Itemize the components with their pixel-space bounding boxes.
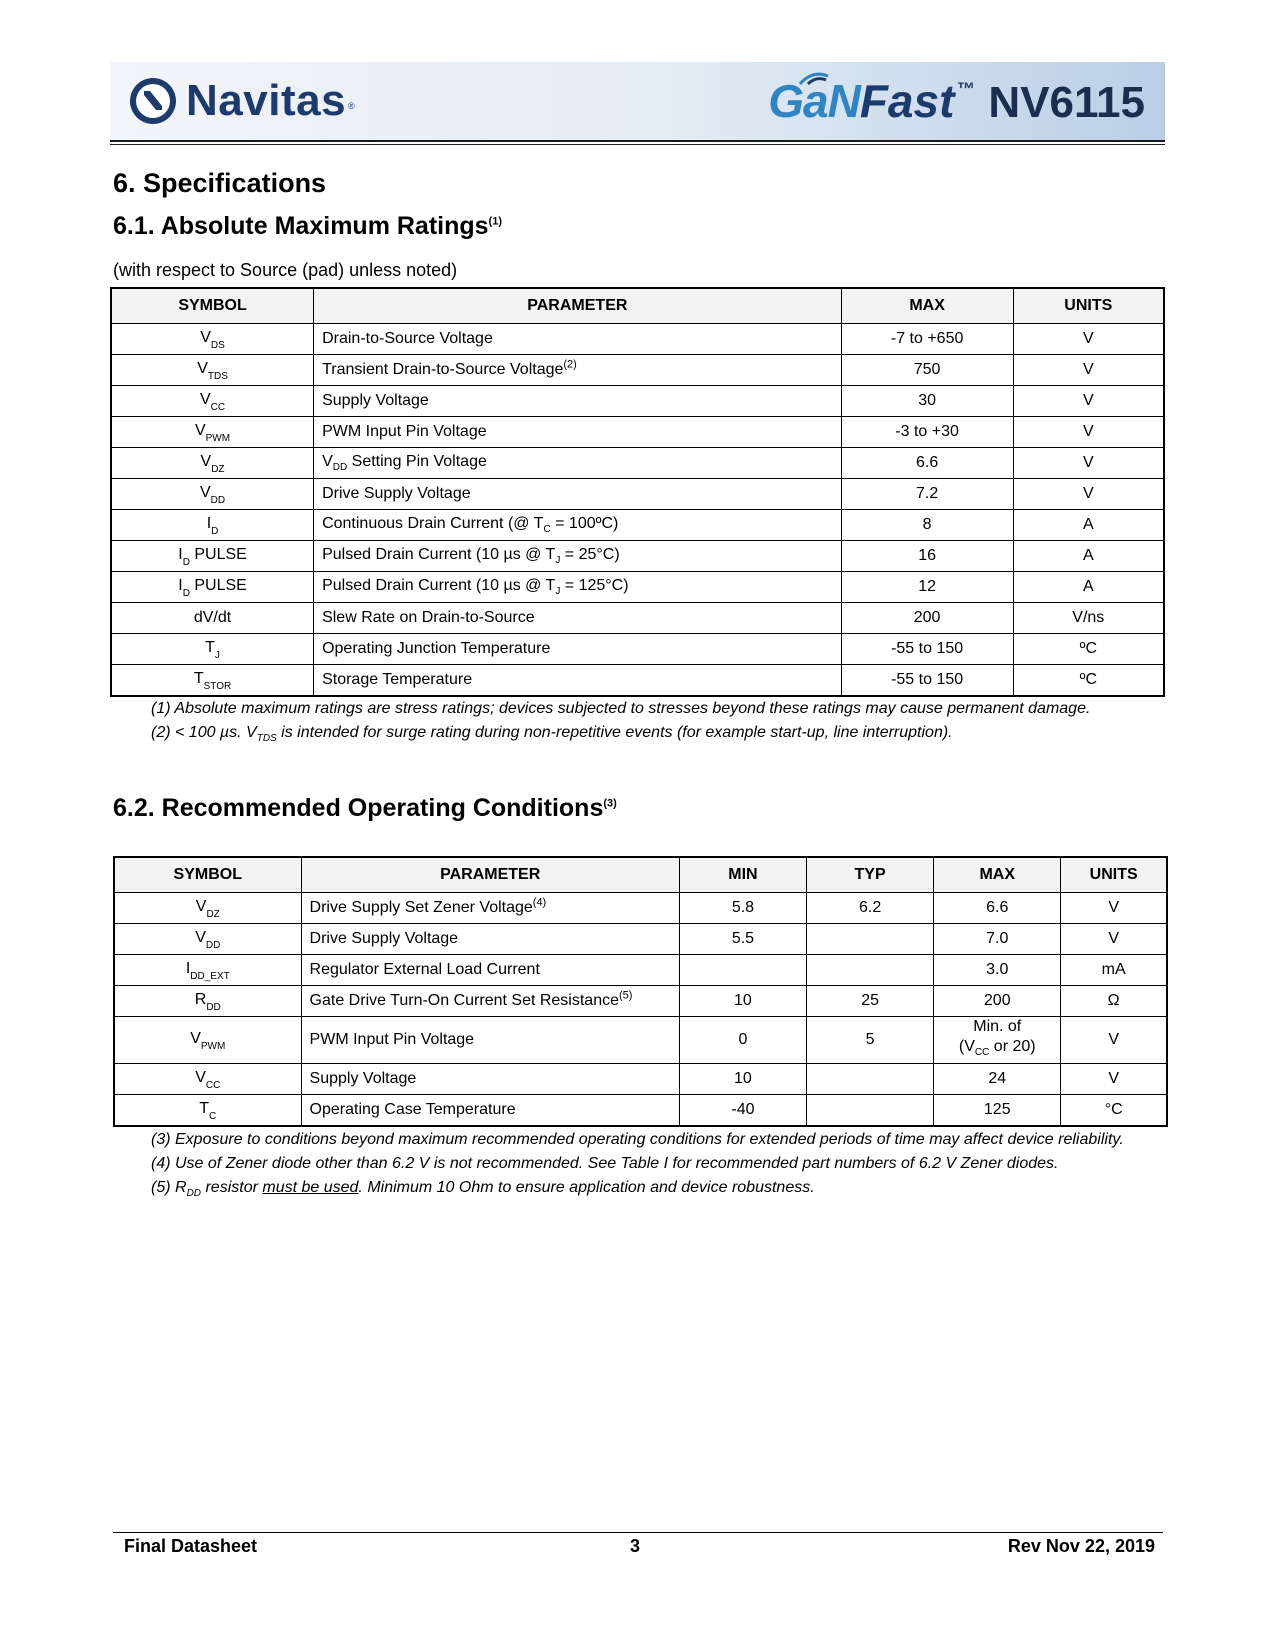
symbol-cell: $V_{CC}$ xyxy=(111,386,314,417)
parameter-cell: $V_{DD}$ Setting Pin Voltage xyxy=(314,448,842,479)
header-banner xyxy=(110,62,1165,140)
col-header-symbol: SYMBOL xyxy=(114,857,301,893)
table-row xyxy=(111,510,1164,541)
max-cell: 6.6 xyxy=(841,448,1013,479)
typ-cell: 5 xyxy=(807,1017,934,1064)
parameter-cell: Regulator External Load Current xyxy=(301,955,679,986)
brand-fast: Fast xyxy=(859,75,955,127)
col-header-parameter: PARAMETER xyxy=(314,288,842,324)
table-row xyxy=(111,448,1164,479)
parameter-cell: Drive Supply Set Zener Voltage$^{(4)}$ xyxy=(301,893,679,924)
symbol-cell: $V_{CC}$ xyxy=(114,1064,301,1095)
units-cell: V xyxy=(1013,479,1164,510)
footer-doc-status: Final Datasheet xyxy=(124,1536,258,1556)
table-header-row xyxy=(114,857,1167,893)
parameter-cell: Slew Rate on Drain-to-Source xyxy=(314,603,842,634)
parameter-cell: PWM Input Pin Voltage xyxy=(301,1017,679,1064)
parameter-cell: Pulsed Drain Current (10 µs @ $T_J = 25^\circ C$) xyxy=(314,541,842,572)
footer-revision: Rev Nov 22, 2019 xyxy=(1007,1536,1155,1556)
typ-cell xyxy=(807,1064,934,1095)
symbol-cell: $T_C$ xyxy=(114,1095,301,1127)
max-cell: Min. of ($V_{CC}$ or 20) xyxy=(934,1017,1061,1064)
parameter-cell: Supply Voltage xyxy=(301,1064,679,1095)
max-cell: 750 xyxy=(841,355,1013,386)
table-row xyxy=(111,386,1164,417)
symbol-cell: $I_D$ xyxy=(111,510,314,541)
symbol-cell: $T_{STOR}$ xyxy=(111,665,314,697)
parameter-cell: PWM Input Pin Voltage xyxy=(314,417,842,448)
parameter-cell: Continuous Drain Current (@ $T_C$ = 100ºC) xyxy=(314,510,842,541)
parameter-cell: Operating Junction Temperature xyxy=(314,634,842,665)
footer-divider xyxy=(113,1532,1163,1533)
min-cell: -40 xyxy=(679,1095,806,1127)
table-row xyxy=(114,924,1167,955)
table-row xyxy=(114,1095,1167,1127)
logo-registered-mark: ® xyxy=(348,101,355,111)
parameter-cell: Drain-to-Source Voltage xyxy=(314,324,842,355)
parameter-cell: Operating Case Temperature xyxy=(301,1095,679,1127)
table-row xyxy=(111,665,1164,697)
parameter-cell: Drive Supply Voltage xyxy=(314,479,842,510)
col-header-units: UNITS xyxy=(1061,857,1167,893)
table-row xyxy=(111,634,1164,665)
max-cell: -55 to 150 xyxy=(841,665,1013,697)
typ-cell: 25 xyxy=(807,986,934,1017)
col-header-max: MAX xyxy=(841,288,1013,324)
recommended-operating-conditions-table xyxy=(113,856,1168,1127)
col-header-max: MAX xyxy=(934,857,1061,893)
max-cell: 3.0 xyxy=(934,955,1061,986)
units-cell: V xyxy=(1061,1064,1167,1095)
max-cell: 16 xyxy=(841,541,1013,572)
logo-text: Navitas xyxy=(186,76,347,125)
units-cell: V xyxy=(1061,924,1167,955)
table-row xyxy=(111,541,1164,572)
part-number: NV6115 xyxy=(988,78,1145,127)
units-cell: V xyxy=(1013,355,1164,386)
table-row xyxy=(111,417,1164,448)
ganfast-arcs-icon xyxy=(794,68,834,86)
typ-cell xyxy=(807,1095,934,1127)
table-row xyxy=(114,986,1167,1017)
min-cell xyxy=(679,955,806,986)
max-cell: -7 to +650 xyxy=(841,324,1013,355)
symbol-cell: $R_{DD}$ xyxy=(114,986,301,1017)
col-header-parameter: PARAMETER xyxy=(301,857,679,893)
parameter-cell: Pulsed Drain Current (10 µs @ $T_J = 125^\circ C$) xyxy=(314,572,842,603)
units-cell: A xyxy=(1013,572,1164,603)
table-row xyxy=(114,1064,1167,1095)
brand-gan: GaN xyxy=(768,75,860,127)
brand-trademark: ™ xyxy=(956,79,975,99)
table-row xyxy=(111,572,1164,603)
max-cell: 7.0 xyxy=(934,924,1061,955)
table-header-row xyxy=(111,288,1164,324)
section-title: 6. Specifications xyxy=(113,168,327,198)
units-cell: ºC xyxy=(1013,665,1164,697)
symbol-cell: dV/dt xyxy=(111,603,314,634)
col-header-typ: TYP xyxy=(807,857,934,893)
footnote-4: (4) Use of Zener diode other than 6.2 V is not recommended. See Table I for recommended part numbers of 6.2 V Zener diodes. xyxy=(151,1155,1059,1172)
symbol-cell: $V_{PWM}$ xyxy=(114,1017,301,1064)
symbol-cell: $I_D$ PULSE xyxy=(111,572,314,603)
max-cell: -3 to +30 xyxy=(841,417,1013,448)
typ-cell xyxy=(807,924,934,955)
max-cell: 24 xyxy=(934,1064,1061,1095)
symbol-cell: $V_{DZ}$ xyxy=(111,448,314,479)
units-cell: V xyxy=(1061,1017,1167,1064)
units-cell: V xyxy=(1013,448,1164,479)
symbol-cell: $I_{DD\_EXT}$ xyxy=(114,955,301,986)
parameter-cell: Transient Drain-to-Source Voltage$^{(2)}$ xyxy=(314,355,842,386)
table-row xyxy=(114,893,1167,924)
units-cell: V xyxy=(1013,417,1164,448)
table-row xyxy=(111,324,1164,355)
units-cell: V xyxy=(1013,324,1164,355)
roc-footnotes xyxy=(151,1128,1124,1206)
max-cell: 6.6 xyxy=(934,893,1061,924)
min-cell: 10 xyxy=(679,986,806,1017)
symbol-cell: $V_{PWM}$ xyxy=(111,417,314,448)
symbol-cell: $T_J$ xyxy=(111,634,314,665)
symbol-cell: $V_{TDS}$ xyxy=(111,355,314,386)
min-cell: 5.5 xyxy=(679,924,806,955)
footnote-5: (5) $R_{DD}$ resistor must be used. Minimum 10 Ohm to ensure application and device robustness. xyxy=(151,1179,815,1200)
col-header-min: MIN xyxy=(679,857,806,893)
min-cell: 5.8 xyxy=(679,893,806,924)
max-cell: 200 xyxy=(841,603,1013,634)
table-row xyxy=(111,479,1164,510)
units-cell: V xyxy=(1013,386,1164,417)
table-row xyxy=(114,1017,1167,1064)
max-cell: 7.2 xyxy=(841,479,1013,510)
min-cell: 0 xyxy=(679,1017,806,1064)
symbol-cell: $V_{DD}$ xyxy=(111,479,314,510)
units-cell: V xyxy=(1061,893,1167,924)
table-row xyxy=(114,955,1167,986)
units-cell: mA xyxy=(1061,955,1167,986)
max-cell: 8 xyxy=(841,510,1013,541)
ganfast-brand xyxy=(768,74,1145,128)
max-cell: -55 to 150 xyxy=(841,634,1013,665)
header-divider xyxy=(110,140,1165,145)
max-cell: 30 xyxy=(841,386,1013,417)
symbol-cell: $V_{DD}$ xyxy=(114,924,301,955)
amr-footnotes xyxy=(151,697,1090,751)
table-row xyxy=(111,603,1164,634)
parameter-cell: Gate Drive Turn-On Current Set Resistance$^{(5)}$ xyxy=(301,986,679,1017)
col-header-units: UNITS xyxy=(1013,288,1164,324)
units-cell: A xyxy=(1013,510,1164,541)
typ-cell xyxy=(807,955,934,986)
footnote-1: (1) Absolute maximum ratings are stress ratings; devices subjected to stresses beyond these ratings may cause permanent damage. xyxy=(151,700,1091,717)
footnote-2: (2) < 100 µs. $V_{TDS}$ is intended for surge rating during non-repetitive events (for example start-up, line interruption). xyxy=(151,724,953,745)
units-cell: V/ns xyxy=(1013,603,1164,634)
units-cell: ºC xyxy=(1013,634,1164,665)
col-header-symbol: SYMBOL xyxy=(111,288,314,324)
units-cell: °C xyxy=(1061,1095,1167,1127)
max-cell: 12 xyxy=(841,572,1013,603)
navitas-logo xyxy=(128,76,355,126)
max-cell: 125 xyxy=(934,1095,1061,1127)
parameter-cell: Drive Supply Voltage xyxy=(301,924,679,955)
typ-cell: 6.2 xyxy=(807,893,934,924)
max-cell: 200 xyxy=(934,986,1061,1017)
units-cell: A xyxy=(1013,541,1164,572)
units-cell: Ω xyxy=(1061,986,1167,1017)
parameter-cell: Supply Voltage xyxy=(314,386,842,417)
min-cell: 10 xyxy=(679,1064,806,1095)
footer-page-number: 3 xyxy=(630,1536,641,1556)
absolute-max-ratings-table xyxy=(110,287,1165,697)
table-row xyxy=(111,355,1164,386)
amr-title: 6.1. Absolute Maximum Ratings$^{(1)}$ xyxy=(113,212,502,240)
symbol-cell: $V_{DZ}$ xyxy=(114,893,301,924)
symbol-cell: $I_D$ PULSE xyxy=(111,541,314,572)
amr-subtitle: (with respect to Source (pad) unless noted) xyxy=(113,260,458,280)
navitas-logo-icon xyxy=(128,76,178,126)
symbol-cell: $V_{DS}$ xyxy=(111,324,314,355)
roc-title: 6.2. Recommended Operating Conditions$^{(3)}$ xyxy=(113,794,617,822)
parameter-cell: Storage Temperature xyxy=(314,665,842,697)
footnote-3: (3) Exposure to conditions beyond maximum recommended operating conditions for extended periods of time may affect device reliability. xyxy=(151,1131,1124,1148)
